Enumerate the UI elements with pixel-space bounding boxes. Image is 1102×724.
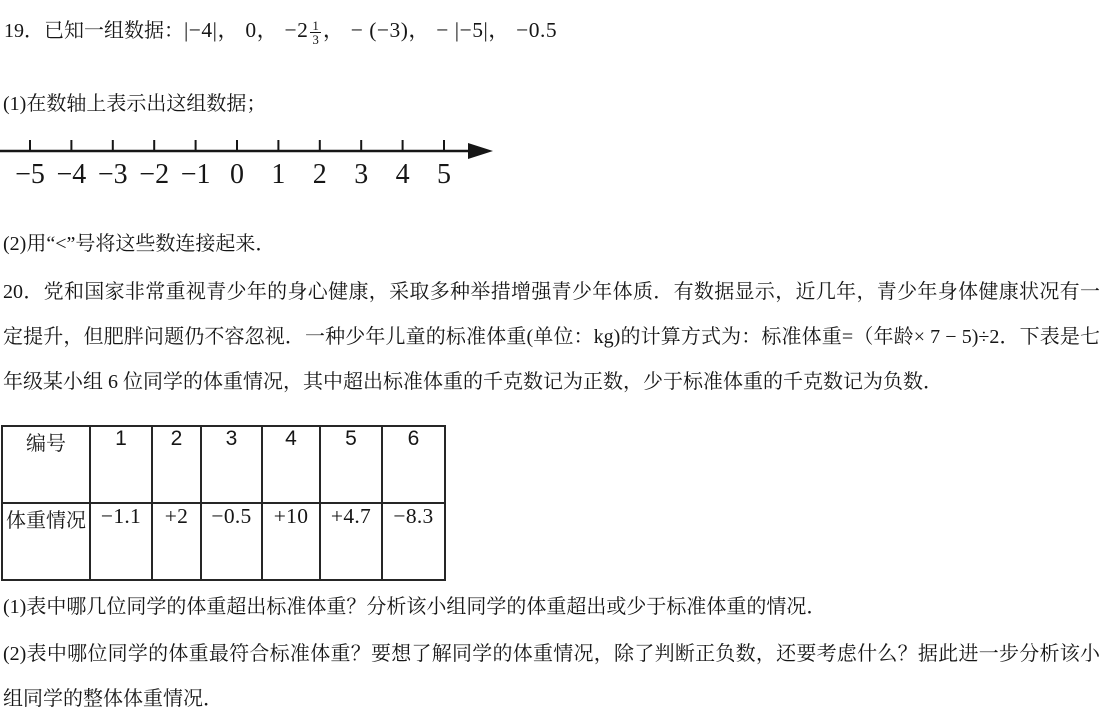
question-20-stem: 20．党和国家非常重视青少年的身心健康，采取多种举措增强青少年体质．有数据显示，近几年，青少年身体健康状况有一定提升，但肥胖问题仍不容忽视．一种少年儿童的标准体重(单位：kg)的计算方式为：标准体重=（年龄× 7 − 5)÷2．下表是七年级某小组 6 位同学的体重情况，其中超出标准体重的千克数记为正数，少于标准体重的千克数记为负数．	[3, 281, 1100, 393]
table-weight-row-label: 体重情况	[2, 503, 90, 580]
fraction-numerator: 1	[312, 17, 319, 33]
number-line-tick-label: 4	[395, 159, 410, 190]
number-line-tick-label: −3	[97, 159, 128, 190]
table-header-id-label: 编号	[2, 426, 90, 503]
number-line-tick-label: −2	[139, 159, 170, 190]
student-id-cell: 4	[262, 426, 320, 503]
number-line-tick-label: 1	[271, 159, 286, 190]
student-id-cell: 6	[382, 426, 445, 503]
fraction-one-third	[310, 19, 321, 47]
q19-part1-text: (1)在数轴上表示出这组数据；	[3, 93, 267, 115]
weight-value-cell: −1.1	[90, 503, 152, 580]
number-line-tick-label: 2	[312, 159, 327, 190]
table-row-ids	[2, 426, 445, 503]
question-19-stem	[4, 13, 557, 47]
number-line-tick-label: −4	[56, 159, 87, 190]
weight-value-cell: +4.7	[320, 503, 382, 580]
student-id-cell: 1	[90, 426, 152, 503]
fraction-denominator: 3	[312, 32, 319, 48]
table-row-weights	[2, 503, 445, 580]
q20-part1-text: (1)表中哪几位同学的体重超出标准体重？分析该小组同学的体重超出或少于标准体重的情况．	[3, 596, 827, 618]
student-id-cell: 5	[320, 426, 382, 503]
number-line	[0, 128, 500, 192]
q19-math-list-part1: |−4|， 0， −2	[184, 18, 309, 42]
weight-value-cell: −0.5	[201, 503, 262, 580]
q19-math-list-part2: ， − (−3)， − |−5|， −0.5	[322, 18, 558, 42]
weight-value-cell: +2	[152, 503, 201, 580]
number-line-tick-label: −5	[15, 159, 45, 190]
weight-value-cell: +10	[262, 503, 320, 580]
number-line-tick-label: −1	[180, 159, 211, 190]
q20-part2-text: (2)表中哪位同学的体重最符合标准体重？要想了解同学的体重情况，除了判断正负数，还要考虑什么？据此进一步分析该小组同学的整体体重情况．	[3, 643, 1100, 710]
number-line-tick-label: 0	[230, 159, 244, 190]
student-id-cell: 2	[152, 426, 201, 503]
q19-part2-text: (2)用“<”号将这些数连接起来．	[3, 233, 276, 255]
weight-table	[1, 425, 446, 581]
q19-prefix-text: 19．已知一组数据：	[4, 20, 184, 42]
number-line-arrowhead	[468, 143, 493, 159]
number-line-tick-label: 3	[354, 159, 369, 190]
weight-value-cell: −8.3	[382, 503, 445, 580]
student-id-cell: 3	[201, 426, 262, 503]
number-line-tick-label: 5	[437, 159, 451, 190]
